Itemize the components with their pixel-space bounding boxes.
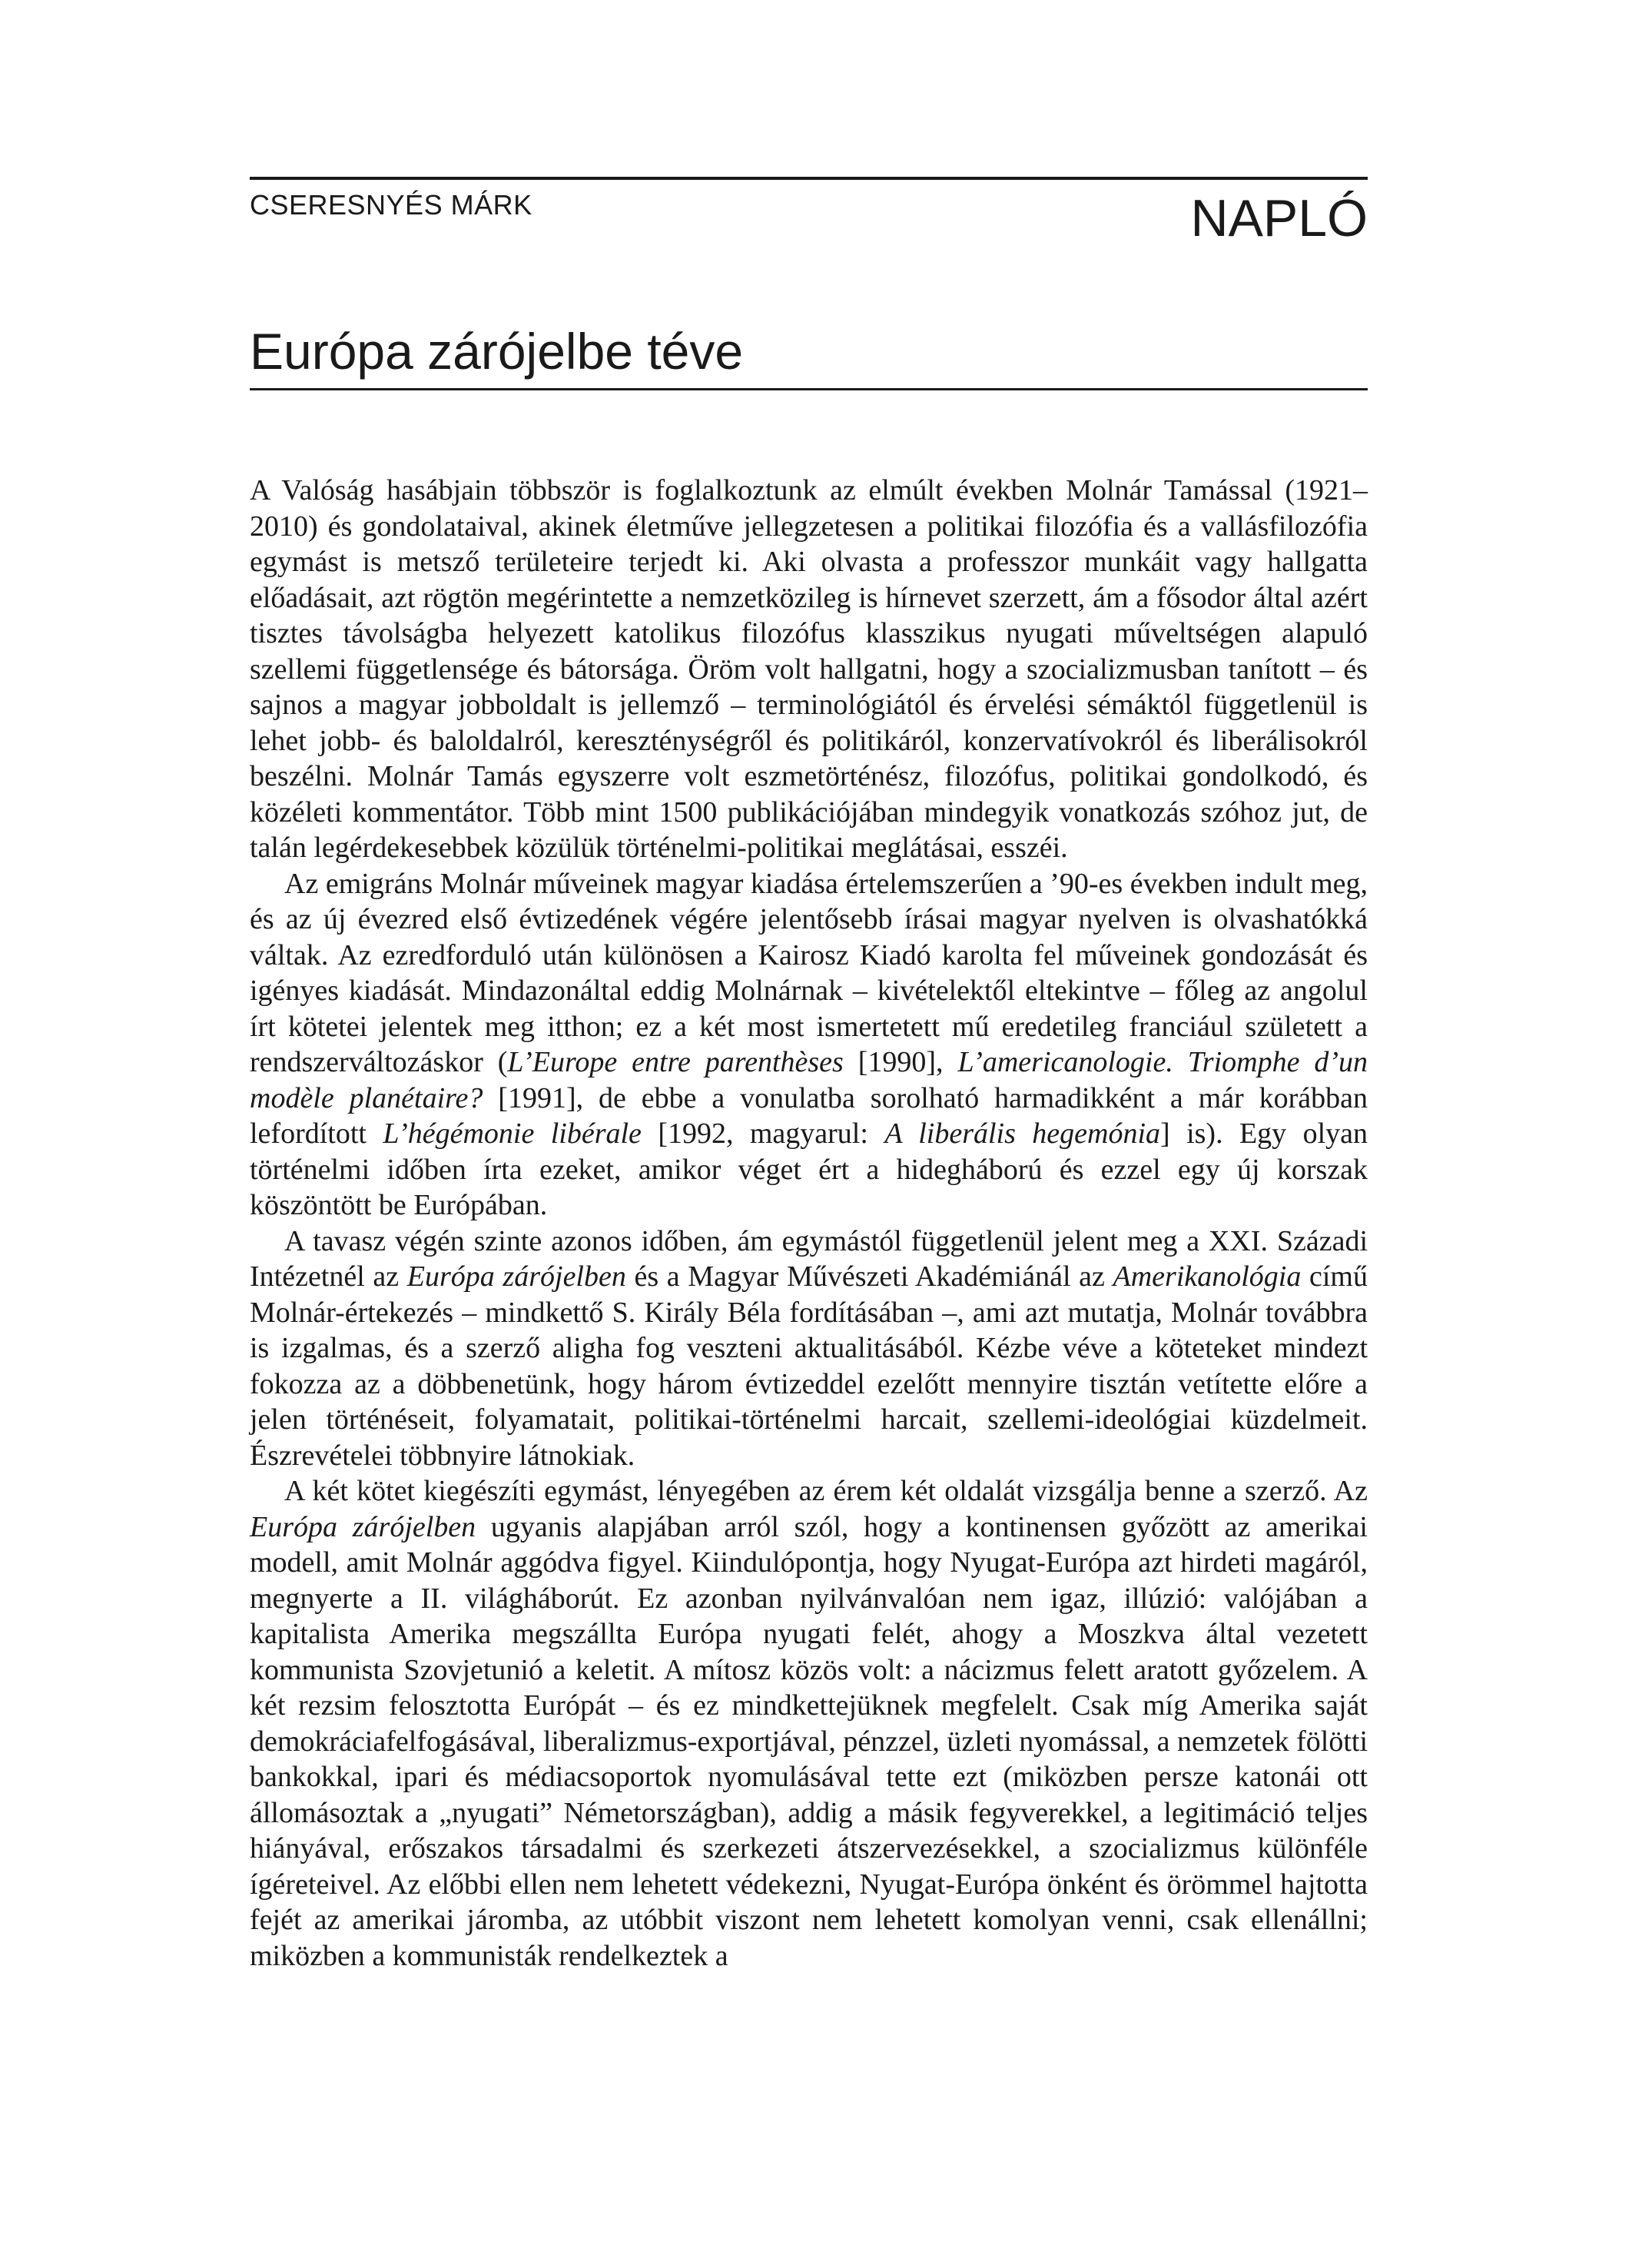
running-header [250, 184, 1368, 269]
author-name: CSERESNYÉS MÁRK [250, 189, 532, 221]
italic-title-text: Európa zárójelben [250, 1510, 476, 1543]
italic-title-text: Európa zárójelben [406, 1260, 626, 1293]
section-label: NAPLÓ [1190, 189, 1368, 247]
article-title: Európa zárójelbe téve [250, 323, 744, 380]
italic-title-text: Amerikanológia [1113, 1260, 1302, 1293]
paragraph-text: A két kötet kiegészíti egymást, lényegében az érem két oldalát vizsgálja benne a szerző. Az [284, 1475, 1368, 1507]
title-rule [250, 388, 1368, 390]
paragraph [250, 866, 1368, 1224]
paragraph [250, 473, 1368, 866]
paragraph-text: A Valóság hasábjain többször is foglalkoztunk az elmúlt években Molnár Tamással (1921–2010) és gondolataival, akinek életműve jellegzetesen a politikai filozófia és a vallásfilozófia egymást is metsző területeire terjedt ki. Aki olvasta a professzor munkáit vagy hallgatta előadásait, azt rögtön megérintette a nemzetközileg is hírnevet szerzett, ám a fősodor által azért tisztes távolságba helyezett katolikus filozófus klasszikus nyugati műveltségen alapuló szellemi függetlensége és bátorsága. Öröm volt hallgatni, hogy a szocializmusban tanított – és sajnos a magyar jobboldalt is jellemző – terminológiától és érvelési sémáktól függetlenül is lehet jobb- és baloldalról, kereszténységről és politikáról, konzervatívokról és liberálisokról beszélni. Molnár Tamás egyszerre volt eszmetörténész, filozófus, politikai gondolkodó, és közéleti kommentátor. Több mint 1500 publikációjában mindegyik vonatkozás szóhoz jut, de talán legérdekesebbek közülük történelmi-politikai meglátásai, esszéi. [250, 474, 1368, 864]
paragraph-text: és a Magyar Művészeti Akadémiánál az [625, 1260, 1113, 1293]
header-rule [250, 177, 1368, 180]
italic-title-text: L’americanologie. Triomphe d’un modèle planétaire? [250, 1046, 1368, 1114]
paragraph-text: [1990], [843, 1046, 958, 1078]
paragraph [250, 1473, 1368, 1974]
paragraph-text: Az emigráns Molnár műveinek magyar kiadása értelemszerűen a ’90-es években indult meg, és az új évezred első évtizedének végére jelentősebb írásai magyar nyelven is olvashatókká váltak. Az ezredforduló után különösen a Kairosz Kiadó karolta fel műveinek gondozását és igényes kiadását. Mindazonáltal eddig Molnárnak – kivételektől eltekintve – főleg az angolul írt kötetei jelentek meg itthon; ez a két most ismertetett mű eredetileg franciául született a rendszerváltozáskor ( [250, 867, 1368, 1078]
article-body [250, 473, 1368, 1974]
paragraph-text: ] is). Egy olyan történelmi időben írta ezeket, amikor véget ért a hidegháború és ezzel egy új korszak köszöntött be Európában. [250, 1117, 1368, 1221]
paragraph-text: című Molnár-értekezés – mindkettő S. Király Béla fordításában –, ami azt mutatja, Molnár továbbra is izgalmas, és a szerző aligha fog veszteni aktualitásából. Kézbe véve a köteteket mindezt fokozza az a döbbenetünk, hogy három évtizeddel ezelőtt mennyire tisztán vetítette előre a jelen történéseit, folyamatait, politikai-történelmi harcait, szellemi-ideológiai küzdelmeit. Észrevételei többnyire látnokiak. [250, 1260, 1368, 1472]
paragraph [250, 1224, 1368, 1474]
paragraph-text: [1991], de ebbe a vonulatba sorolható harmadikként a már korábban lefordított [250, 1081, 1368, 1150]
italic-title-text: L’Europe entre parenthèses [507, 1046, 844, 1078]
page [250, 177, 1368, 1972]
italic-title-text: A liberális hegemónia [884, 1117, 1161, 1150]
paragraph-text: [1992, magyarul: [641, 1117, 885, 1150]
paragraph-text: A tavasz végén szinte azonos időben, ám egymástól függetlenül jelent meg a XXI. Századi Intézetnél az [250, 1224, 1368, 1293]
paragraph-text: ugyanis alapjában arról szól, hogy a kontinensen győzött az amerikai modell, amit Molnár aggódva figyel. Kiindulópontja, hogy Nyugat-Európa azt hirdeti magáról, megnyerte a II. világháborút. Ez azonban nyilvánvalóan nem igaz, illúzió: valójában a kapitalista Amerika megszállta Európa nyugati felét, ahogy a Moszkva által vezetett kommunista Szovjetunió a keletit. A mítosz közös volt: a nácizmus felett aratott győzelem. A két rezsim felosztotta Európát – és ez mindkettejüknek megfelelt. Csak míg Amerika saját demokráciafelfogásával, liberalizmus-exportjával, pénzzel, üzleti nyomással, a nemzetek fölötti bankokkal, ipari és médiacsoportok nyomulásával tette ezt (miközben persze katonái ott állomásoztak a „nyugati” Németországban), addig a másik fegyverekkel, a legitimáció teljes hiányával, erőszakos társadalmi és szerkezeti átszervezésekkel, a szocializmus különféle ígéreteivel. Az előbbi ellen nem lehetett védekezni, Nyugat-Európa önként és örömmel hajtotta fejét az amerikai járomba, az utóbbit viszont nem lehetett komolyan venni, csak ellenállni; miközben a kommunisták rendelkeztek a [250, 1510, 1368, 1972]
italic-title-text: L’hégémonie libérale [383, 1117, 642, 1150]
